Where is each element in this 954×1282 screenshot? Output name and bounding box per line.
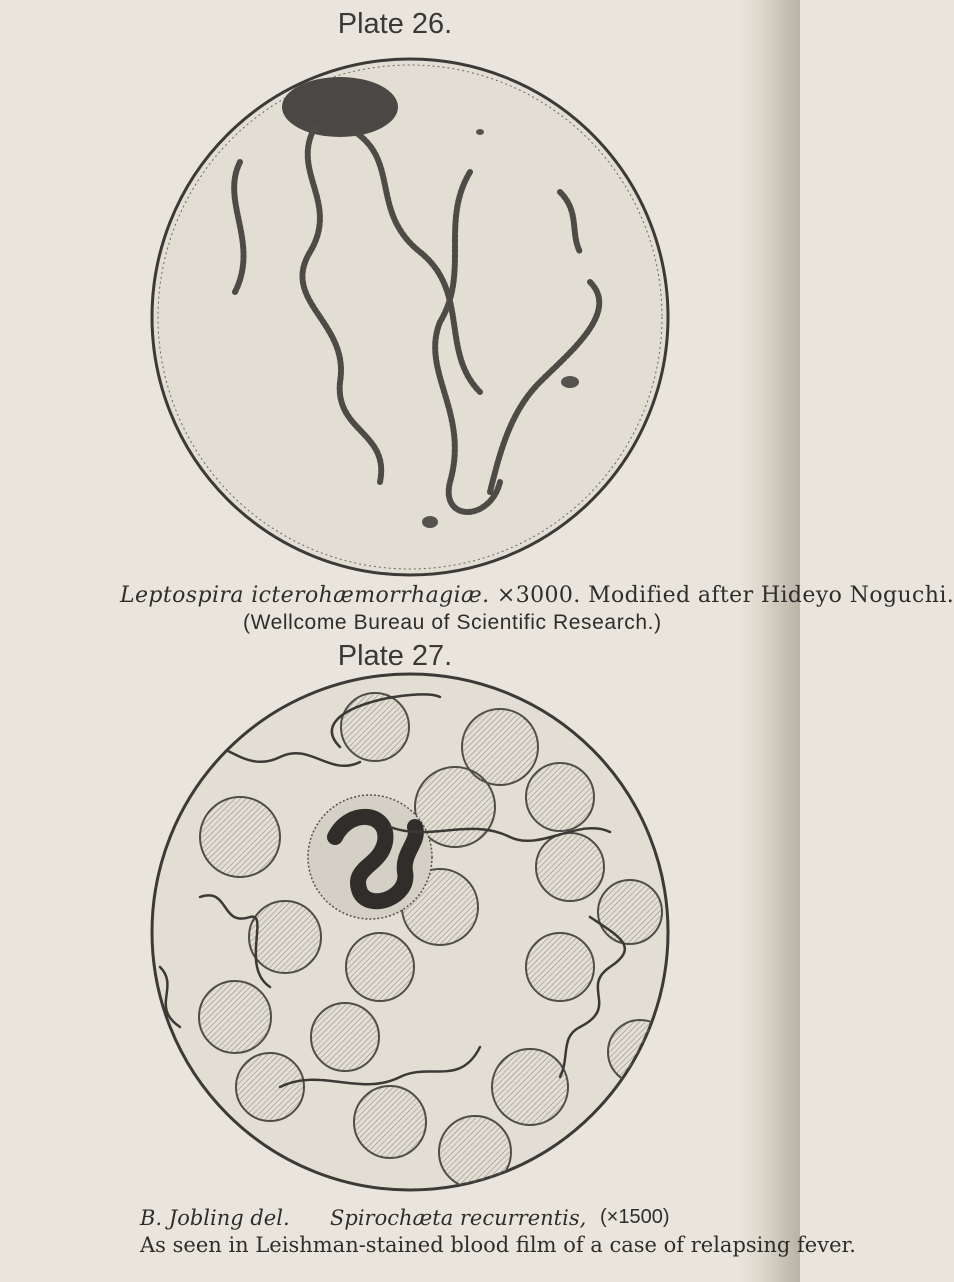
plate-27-caption: As seen in Leishman-stained blood film of a case of relapsing fever. xyxy=(140,1233,856,1257)
plate-27-illustration xyxy=(140,667,680,1197)
stained-blob xyxy=(282,77,398,137)
microscope-field-circle xyxy=(152,59,668,575)
plate-26-species-name: Leptospira icterohæmorrhagiæ. xyxy=(120,583,490,608)
plate-26-title: Plate 26. xyxy=(337,8,453,40)
plate-26-illustration xyxy=(140,52,680,582)
plate-26-caption-detail: ×3000. Modified after Hideyo Noguchi. xyxy=(496,583,954,608)
plate-26-credit: (Wellcome Bureau of Scientific Research.) xyxy=(243,611,662,634)
plate-27-species-name: Spirochæta recurrentis, xyxy=(330,1206,587,1230)
neutrophil xyxy=(308,795,432,919)
plate-27-artist-credit: B. Jobling del. xyxy=(140,1206,290,1230)
plate-27-title: Plate 27. xyxy=(337,640,453,672)
plate-26-caption xyxy=(120,583,954,608)
plate-27-magnification: (×1500) xyxy=(600,1206,670,1228)
